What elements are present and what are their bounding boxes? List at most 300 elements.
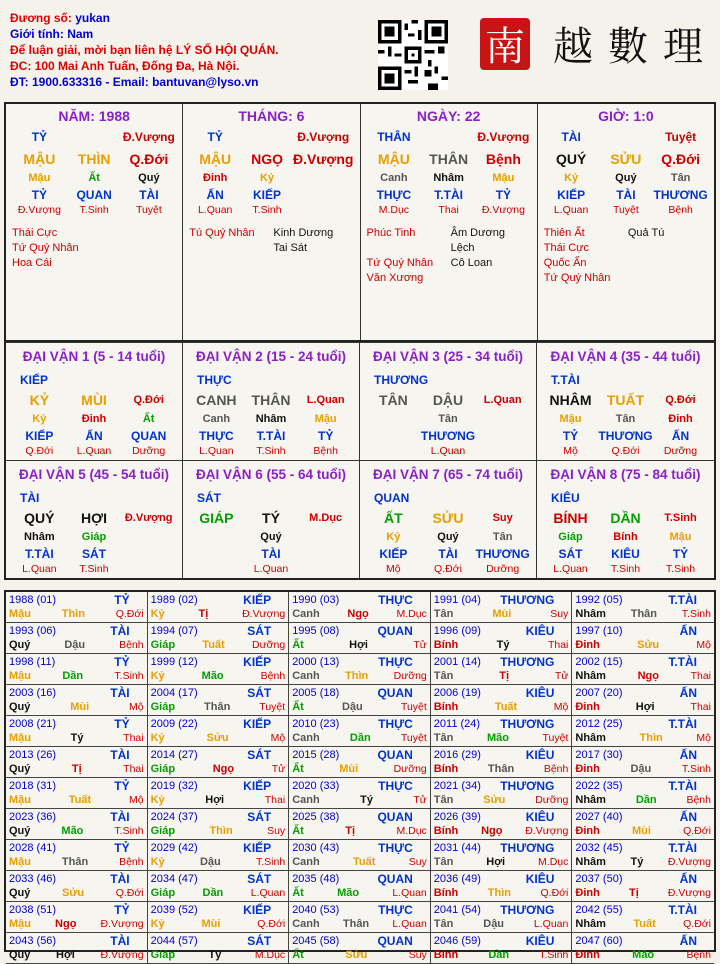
year-header xyxy=(292,624,427,638)
year-cell xyxy=(6,747,148,778)
year-state: M.Dục xyxy=(254,949,286,961)
year-state: Bệnh xyxy=(686,949,711,961)
year-cell xyxy=(431,623,573,654)
year-star: THƯƠNG xyxy=(500,841,555,855)
year-cell xyxy=(289,840,431,871)
year-label: 2038 (51) xyxy=(9,904,57,916)
year-cell xyxy=(572,654,714,685)
year-header xyxy=(575,655,711,669)
year-ganzhi xyxy=(575,638,711,652)
year-header xyxy=(434,624,569,638)
hidden-stem: Kỷ xyxy=(386,531,401,543)
life-stage: L.Quan xyxy=(553,563,588,575)
year-ganzhi xyxy=(151,855,286,869)
year-branch: Thân xyxy=(342,918,370,930)
earthly-branch: THÂN xyxy=(251,392,291,408)
year-header xyxy=(151,717,286,731)
year-star: KIẾP xyxy=(243,655,272,669)
hidden-stem xyxy=(298,531,353,545)
year-branch: Tuất xyxy=(202,639,225,651)
hidden-star: THƯƠNG xyxy=(420,429,476,443)
branch-state: T.Sinh xyxy=(664,512,697,524)
svg-text:越: 越 xyxy=(553,24,593,70)
year-star: KIÊU xyxy=(525,872,555,886)
year-label: 2023 (36) xyxy=(9,811,57,823)
pillar-star-state: Đ.Vượng xyxy=(122,130,175,144)
year-branch: Thân xyxy=(61,856,89,868)
life-stage: L.Quan xyxy=(199,445,234,457)
year-cell xyxy=(148,871,290,902)
life-stage: Q.Đới xyxy=(611,445,640,457)
hidden-star: T.TÀI xyxy=(24,547,54,561)
year-branch: Dậu xyxy=(341,701,363,713)
year-label: 2018 (31) xyxy=(9,780,57,792)
year-header xyxy=(9,779,144,793)
year-star: ẤN xyxy=(679,686,697,700)
year-header xyxy=(292,903,427,917)
year-cell xyxy=(289,654,431,685)
year-ganzhi xyxy=(151,917,286,931)
earthly-branch: TUẤT xyxy=(606,392,645,408)
year-label: 2016 (29) xyxy=(433,749,481,761)
year-stem: Tân xyxy=(433,856,454,868)
year-star: SÁT xyxy=(247,810,272,824)
earthly-branch: DẦN xyxy=(610,510,641,526)
year-label: 2046 (59) xyxy=(433,935,481,947)
year-cell xyxy=(148,592,290,623)
hidden-star xyxy=(475,429,530,443)
hidden-star: THƯƠNG xyxy=(475,547,530,561)
year-label: 1988 (01) xyxy=(9,594,57,606)
branch-state: Q.Đới xyxy=(665,394,696,406)
year-header xyxy=(292,810,427,824)
year-ganzhi xyxy=(151,669,286,683)
year-stem: Đinh xyxy=(575,701,600,713)
year-label: 2042 (55) xyxy=(575,904,623,916)
year-branch: Thân xyxy=(630,608,658,620)
year-stem: Giáp xyxy=(150,639,176,651)
year-header xyxy=(292,748,427,762)
year-ganzhi xyxy=(434,917,569,931)
life-stage: Dưỡng xyxy=(132,445,166,457)
heavenly-stem: TÂN xyxy=(378,392,408,408)
year-cell xyxy=(289,809,431,840)
life-stage: Mộ xyxy=(386,563,401,575)
year-stem: Quý xyxy=(9,701,31,713)
year-cell xyxy=(431,654,573,685)
year-star: THƯƠNG xyxy=(500,903,555,917)
heavenly-stem: QUÝ xyxy=(24,510,55,526)
year-label: 2041 (54) xyxy=(433,904,481,916)
year-ganzhi xyxy=(575,793,711,807)
year-branch: Thân xyxy=(204,701,231,713)
year-cell xyxy=(148,747,290,778)
year-stem: Tân xyxy=(433,670,454,682)
year-ganzhi xyxy=(434,731,569,745)
year-branch: Tị xyxy=(499,670,510,682)
year-state: Mộ xyxy=(696,732,711,744)
year-cell xyxy=(572,623,714,654)
year-branch: Tý xyxy=(70,732,84,744)
year-star: KIÊU xyxy=(525,686,555,700)
dai-van-star: KIẾP xyxy=(20,373,49,387)
year-branch: Dậu xyxy=(199,856,221,868)
hidden-star xyxy=(298,547,353,561)
pillar-star: TỶ xyxy=(207,130,223,144)
year-ganzhi xyxy=(434,638,569,652)
year-header xyxy=(151,593,286,607)
year-cell xyxy=(431,840,573,871)
year-state: T.Sinh xyxy=(539,949,569,961)
year-header xyxy=(434,779,569,793)
life-stage xyxy=(293,204,354,218)
year-stem: Tân xyxy=(433,732,454,744)
shensha-item: Kinh Dương xyxy=(273,227,334,239)
heavenly-stem: NHÂM xyxy=(549,392,592,408)
year-branch: Thìn xyxy=(639,732,663,744)
year-branch: Thân xyxy=(487,763,515,775)
hidden-stem: Tân xyxy=(438,413,458,425)
pillar-star-state: Tuyệt xyxy=(665,130,697,144)
pillar-grid xyxy=(189,130,353,218)
shensha-item xyxy=(189,241,269,256)
heavenly-stem: ẤT xyxy=(383,510,403,526)
year-state: L.Quan xyxy=(392,887,427,899)
shensha-item: Tai Sát xyxy=(273,242,308,254)
year-branch: Thìn xyxy=(209,825,233,837)
year-star: SÁT xyxy=(247,934,272,948)
life-stage: L.Quan xyxy=(197,204,233,216)
pillar-star-state: Đ.Vượng xyxy=(477,130,530,144)
year-star: T.TÀI xyxy=(668,717,697,731)
life-stage xyxy=(121,563,176,577)
year-ganzhi xyxy=(434,669,569,683)
year-ganzhi xyxy=(9,731,144,745)
year-header xyxy=(151,655,286,669)
year-label: 2047 (60) xyxy=(575,935,623,947)
year-header xyxy=(9,810,144,824)
pillar-column xyxy=(183,104,360,340)
hidden-stem: Giáp xyxy=(81,531,107,543)
year-cell xyxy=(6,902,148,933)
shensha-item: Thái Cực xyxy=(543,242,590,254)
year-header xyxy=(151,686,286,700)
heavenly-stem: MẬU xyxy=(377,151,410,167)
hidden-stem: Bính xyxy=(613,531,638,543)
dai-van-cell xyxy=(360,342,537,460)
year-header xyxy=(151,624,286,638)
year-star: T.TÀI xyxy=(668,903,697,917)
hidden-star: TÀI xyxy=(139,188,159,202)
year-label: 2034 (47) xyxy=(150,873,198,885)
year-star: TỶ xyxy=(114,717,130,731)
hidden-star: TỶ xyxy=(317,429,334,443)
year-label: 2008 (21) xyxy=(9,718,57,730)
year-star: THƯƠNG xyxy=(500,593,555,607)
year-ganzhi xyxy=(9,607,144,621)
year-ganzhi xyxy=(575,607,711,621)
dai-van-star: SÁT xyxy=(197,491,221,505)
year-state: Tử xyxy=(271,763,286,775)
pillar-star: TỶ xyxy=(31,130,48,144)
year-ganzhi xyxy=(434,824,569,838)
year-cell xyxy=(431,778,573,809)
pillar-title: GIỜ: 1:0 xyxy=(598,108,654,124)
year-ganzhi xyxy=(151,793,286,807)
hidden-stem: Nhâm xyxy=(24,531,55,543)
hidden-stem: Quý xyxy=(437,531,459,543)
hidden-star: THƯƠNG xyxy=(598,429,653,443)
year-label: 2013 (26) xyxy=(9,749,57,761)
hidden-stem: Kỷ xyxy=(259,172,275,184)
year-stem: Nhâm xyxy=(575,608,606,620)
year-cell xyxy=(289,623,431,654)
year-label: 2036 (49) xyxy=(433,873,481,885)
hidden-star: TỶ xyxy=(562,429,579,443)
year-stem: Kỷ xyxy=(150,794,165,806)
year-branch: Ngọ xyxy=(55,918,77,930)
year-cell xyxy=(289,592,431,623)
year-label: 2007 (20) xyxy=(575,687,623,699)
dai-van-cell xyxy=(537,460,714,578)
year-header xyxy=(292,779,427,793)
year-ganzhi xyxy=(9,669,144,683)
year-ganzhi xyxy=(292,886,427,900)
year-header xyxy=(434,841,569,855)
year-stem: Quý xyxy=(9,949,31,961)
year-header xyxy=(575,686,711,700)
branch-state: Suy xyxy=(492,512,513,524)
year-ganzhi xyxy=(151,886,286,900)
year-ganzhi xyxy=(292,917,427,931)
hidden-star: SÁT xyxy=(558,547,583,561)
year-star: ẤN xyxy=(679,624,697,638)
year-label: 2017 (30) xyxy=(575,749,623,761)
shensha-item: Thiên Ất xyxy=(543,227,585,239)
year-branch: Tý xyxy=(208,949,222,961)
year-star: ẤN xyxy=(679,872,697,886)
year-branch: Sửu xyxy=(483,794,506,806)
year-state: Tử xyxy=(413,794,427,806)
year-header xyxy=(434,810,569,824)
year-label: 2012 (25) xyxy=(575,718,623,730)
year-cell xyxy=(431,902,573,933)
year-header xyxy=(575,903,711,917)
year-ganzhi xyxy=(575,886,711,900)
year-stem: Bính xyxy=(433,639,459,651)
earthly-branch: MÙI xyxy=(81,392,107,408)
hidden-stem: Quý xyxy=(615,172,637,184)
year-cell xyxy=(572,592,714,623)
year-ganzhi xyxy=(575,855,711,869)
life-stage xyxy=(189,563,244,577)
year-star: TỶ xyxy=(114,903,130,917)
year-branch: Mùi xyxy=(632,825,651,837)
year-header xyxy=(151,748,286,762)
year-state: M.Dục xyxy=(396,608,427,620)
year-label: 2043 (56) xyxy=(9,935,57,947)
year-cell xyxy=(572,685,714,716)
year-stem: Canh xyxy=(292,670,320,682)
dai-van-cell xyxy=(6,460,183,578)
shensha-item xyxy=(628,241,708,256)
year-label: 2030 (43) xyxy=(292,842,340,854)
dai-van-cell xyxy=(360,460,537,578)
hidden-stem: Tân xyxy=(615,413,636,425)
year-label: 2024 (37) xyxy=(150,811,198,823)
year-state: Đ.Vượng xyxy=(100,918,144,930)
year-state: Mộ xyxy=(129,794,144,806)
life-stage: Bệnh xyxy=(668,204,693,216)
year-header xyxy=(151,810,286,824)
hidden-star: KIẾP xyxy=(557,188,586,202)
year-state: Bệnh xyxy=(260,670,286,682)
pillar-grid xyxy=(367,130,531,218)
year-stem: Bính xyxy=(433,825,459,837)
hidden-star: QUAN xyxy=(130,429,167,443)
year-ganzhi xyxy=(151,638,286,652)
hidden-stem: Canh xyxy=(202,413,231,425)
pillar-grid xyxy=(544,130,708,218)
year-stem: Quý xyxy=(9,639,31,651)
year-branch: Dậu xyxy=(630,763,652,775)
year-header xyxy=(9,748,144,762)
year-label: 2025 (38) xyxy=(292,811,340,823)
hidden-star: ẤN xyxy=(85,429,103,443)
life-stage xyxy=(475,445,530,459)
year-label: 2006 (19) xyxy=(433,687,481,699)
year-ganzhi xyxy=(575,731,711,745)
year-label: 2020 (33) xyxy=(292,780,340,792)
year-header xyxy=(292,934,427,948)
dai-van-title: ĐẠI VẬN 5 (45 - 54 tuổi) xyxy=(18,467,170,482)
year-header xyxy=(9,686,144,700)
year-ganzhi xyxy=(9,638,144,652)
year-star: KIÊU xyxy=(525,810,555,824)
pillar-star: THÂN xyxy=(377,130,411,144)
year-header xyxy=(9,903,144,917)
year-label: 2015 (28) xyxy=(292,749,340,761)
year-label: 2014 (27) xyxy=(150,749,198,761)
hidden-stem: Đinh xyxy=(668,413,693,425)
heavenly-stem: MẬU xyxy=(23,151,56,167)
life-stage: Mộ xyxy=(563,445,578,457)
year-star: T.TÀI xyxy=(668,779,697,793)
year-branch: Hợi xyxy=(349,639,368,651)
dai-van-title: ĐẠI VẬN 2 (15 - 24 tuổi) xyxy=(195,349,347,364)
year-cell xyxy=(572,747,714,778)
earthly-branch: DẬU xyxy=(432,392,464,408)
svg-text:數: 數 xyxy=(608,24,648,70)
life-stage: L.Quan xyxy=(553,204,589,216)
year-stem: Giáp xyxy=(150,825,176,837)
shensha-item: Quốc Ấn xyxy=(543,257,587,269)
year-stem: Bính xyxy=(433,763,459,775)
year-label: 1994 (07) xyxy=(150,625,198,637)
dai-van-grid xyxy=(12,389,176,459)
year-stem: Canh xyxy=(292,732,320,744)
year-state: T.Sinh xyxy=(681,608,711,620)
year-header xyxy=(151,872,286,886)
year-state: Q.Đới xyxy=(115,887,144,899)
year-cell xyxy=(6,654,148,685)
dai-van-cell xyxy=(183,342,360,460)
year-star: KIÊU xyxy=(525,748,555,762)
year-stem: Kỷ xyxy=(150,856,165,868)
life-stage: T.Sinh xyxy=(256,445,286,457)
hidden-stem: Giáp xyxy=(558,531,583,543)
year-stem: Bính xyxy=(433,949,459,961)
year-stem: Mậu xyxy=(9,670,31,682)
year-cell xyxy=(6,716,148,747)
year-label: 2040 (53) xyxy=(292,904,340,916)
year-branch: Dần xyxy=(635,794,657,806)
branch-state: Đ.Vượng xyxy=(292,151,354,167)
pillar-column xyxy=(361,104,538,340)
year-label: 2022 (35) xyxy=(575,780,623,792)
shensha-item xyxy=(96,226,176,241)
year-state: Tử xyxy=(413,639,427,651)
year-cell xyxy=(431,933,573,964)
year-branch: Tuất xyxy=(633,918,656,930)
year-branch: Sửu xyxy=(637,639,660,651)
pillar-title: NGÀY: 22 xyxy=(416,108,481,124)
year-ganzhi xyxy=(151,762,286,776)
year-stem: Canh xyxy=(292,794,320,806)
year-label: 2001 (14) xyxy=(433,656,481,668)
year-cell xyxy=(431,747,573,778)
year-stem: Quý xyxy=(9,825,31,837)
year-star: THƯƠNG xyxy=(500,655,555,669)
year-state: Q.Đới xyxy=(115,608,144,620)
year-header xyxy=(9,593,144,607)
life-stage: Tuyệt xyxy=(612,204,639,216)
year-state: Đ.Vượng xyxy=(667,887,711,899)
contact-line: Để luận giải, mời bạn liên hệ LÝ SỐ HỘI QUÁN. xyxy=(10,43,279,57)
year-star: QUAN xyxy=(377,872,413,886)
hidden-star: THỰC xyxy=(376,188,412,202)
hidden-stem: Mậu xyxy=(559,413,582,425)
life-stage: Đ.Vượng xyxy=(481,204,525,216)
year-branch: Thìn xyxy=(61,608,85,620)
dai-van-star: THỰC xyxy=(197,373,232,387)
year-state: Đ.Vượng xyxy=(667,856,711,868)
year-header xyxy=(575,717,711,731)
hidden-star xyxy=(366,429,421,443)
year-cell xyxy=(572,716,714,747)
year-star: SÁT xyxy=(247,872,272,886)
year-state: Đ.Vượng xyxy=(242,608,286,620)
dai-van-grid xyxy=(189,507,353,577)
year-cell xyxy=(572,809,714,840)
life-stage: Bệnh xyxy=(313,445,338,457)
dai-van-star: THƯƠNG xyxy=(374,373,429,387)
dai-van-star: TÀI xyxy=(20,491,40,505)
year-state: Bệnh xyxy=(543,763,569,775)
year-label: 2033 (46) xyxy=(9,873,57,885)
name-value: yukan xyxy=(75,11,110,25)
hidden-star xyxy=(189,547,244,561)
year-state: Thai xyxy=(547,639,569,651)
earthly-branch: THÌN xyxy=(77,151,111,167)
pillar-title: THÁNG: 6 xyxy=(238,108,305,124)
life-stage: Thai xyxy=(438,204,459,216)
life-stage: L.Quan xyxy=(76,445,112,457)
year-branch: Tuất xyxy=(494,701,518,713)
dai-van-title: ĐẠI VẬN 6 (55 - 64 tuổi) xyxy=(195,467,347,482)
year-label: 2037 (50) xyxy=(575,873,623,885)
year-state: Đ.Vượng xyxy=(100,949,144,961)
